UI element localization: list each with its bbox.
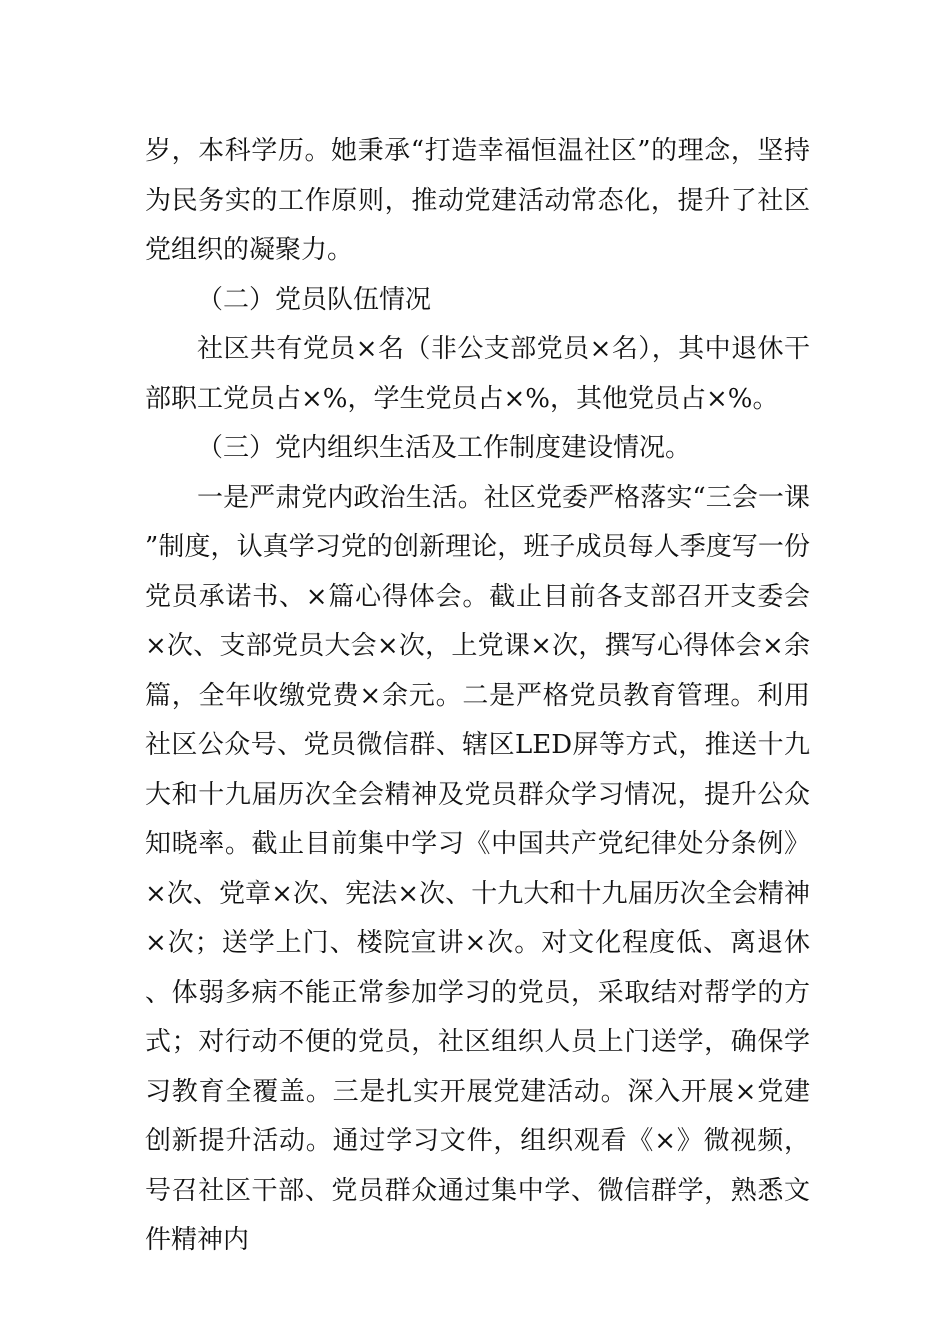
paragraph-party-member-stats: 社区共有党员×名（非公支部党员×名），其中退休干部职工党员占×%，学生党员占×%，其他党员占×%。 bbox=[145, 334, 810, 414]
section-heading-party-members: （二）党员队伍情况 bbox=[197, 284, 432, 315]
document-body bbox=[145, 127, 810, 1266]
paragraph-continuation: 岁，本科学历。她秉承“打造幸福恒温社区”的理念，坚持为民务实的工作原则，推动党建活动常态化，提升了社区党组织的凝聚力。 bbox=[145, 136, 810, 265]
paragraph-organization-life: 一是严肃党内政治生活。社区党委严格落实“三会一课”制度，认真学习党的创新理论，班子成员每人季度写一份党员承诺书、×篇心得体会。截止目前各支部召开支委会×次、支部党员大会×次，上党课×次，撰写心得体会×余篇，全年收缴党费×余元。二是严格党员教育管理。利用社区公众号、党员微信群、辖区LED屏等方式，推送十九大和十九届历次全会精神及党员群众学习情况，提升公众知晓率。截止目前集中学习《中国共产党纪律处分条例》×次、党章×次、宪法×次、十九大和十九届历次全会精神×次；送学上门、楼院宣讲×次。对文化程度低、离退休、体弱多病不能正常参加学习的党员，采取结对帮学的方式；对行动不便的党员，社区组织人员上门送学，确保学习教育全覆盖。三是扎实开展党建活动。深入开展×党建创新提升活动。通过学习文件，组织观看《×》微视频，号召社区干部、党员群众通过集中学、微信群学，熟悉文件精神内 bbox=[145, 482, 810, 1255]
section-heading-organization-life: （三）党内组织生活及工作制度建设情况。 bbox=[197, 433, 692, 463]
